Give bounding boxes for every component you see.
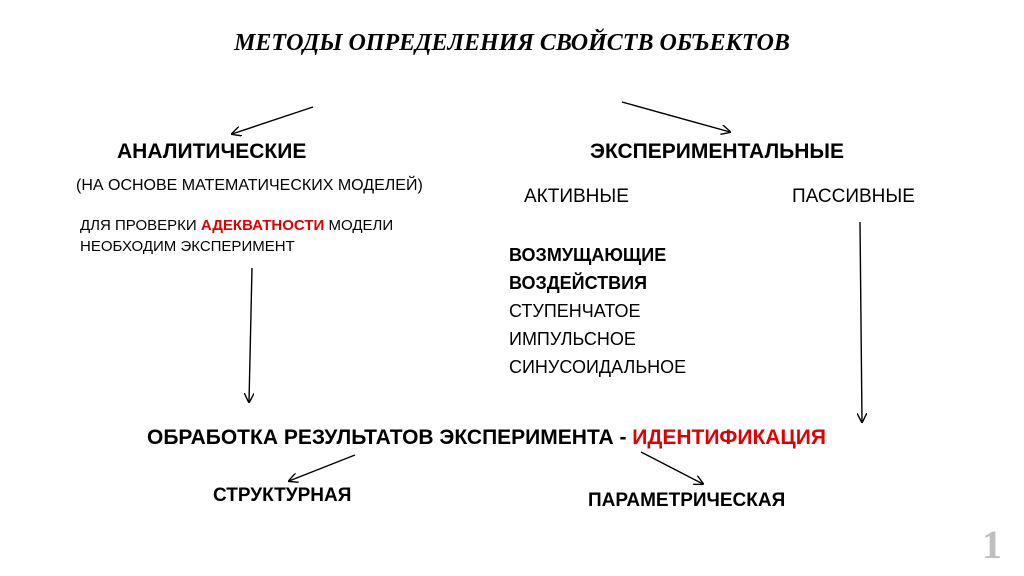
parametric-label: ПАРАМЕТРИЧЕСКАЯ <box>588 490 786 511</box>
slide-title: МЕТОДЫ ОПРЕДЕЛЕНИЯ СВОЙСТВ ОБЪЕКТОВ <box>234 30 790 56</box>
arrow-passive-to-processing <box>860 222 862 422</box>
disturbance-type-impulse: ИМПУЛЬСНОЕ <box>509 329 636 349</box>
disturbances-title-line1: ВОЗМУЩАЮЩИЕ <box>509 245 667 265</box>
analytic-note-line2: НЕОБХОДИМ ЭКСПЕРИМЕНТ <box>80 238 295 255</box>
arrow-analytic-to-processing <box>249 268 252 402</box>
processing-text: ОБРАБОТКА РЕЗУЛЬТАТОВ ЭКСПЕРИМЕНТА - <box>147 426 633 449</box>
disturbance-type-sine: СИНУСОИДАЛЬНОЕ <box>509 357 687 377</box>
disturbance-type-step: СТУПЕНЧАТОЕ <box>509 301 641 321</box>
identification-accent: ИДЕНТИФИКАЦИЯ <box>632 426 826 449</box>
arrow-to-experimental <box>622 102 730 132</box>
arrow-to-parametric <box>641 452 703 484</box>
structural-label: СТРУКТУРНАЯ <box>213 485 352 506</box>
processing-line <box>147 426 826 450</box>
arrow-to-analytic <box>232 107 313 134</box>
disturbances-title-line2: ВОЗДЕЙСТВИЯ <box>509 273 648 293</box>
analytic-note-pre: ДЛЯ ПРОВЕРКИ <box>80 217 201 234</box>
analytic-heading: АНАЛИТИЧЕСКИЕ <box>117 140 307 163</box>
page-number: 1 <box>982 522 1002 567</box>
analytic-subheading: (НА ОСНОВЕ МАТЕМАТИЧЕСКИХ МОДЕЛЕЙ) <box>76 177 423 194</box>
active-label: АКТИВНЫЕ <box>524 186 629 207</box>
arrow-to-structural <box>289 455 355 481</box>
adequacy-accent: АДЕКВАТНОСТИ <box>200 217 325 234</box>
analytic-note-line1 <box>80 215 393 236</box>
disturbance-list <box>509 241 686 381</box>
analytic-note-post: МОДЕЛИ <box>324 217 394 234</box>
passive-label: ПАССИВНЫЕ <box>792 186 915 207</box>
analytic-note <box>80 215 393 257</box>
experimental-heading: ЭКСПЕРИМЕНТАЛЬНЫЕ <box>590 140 844 163</box>
